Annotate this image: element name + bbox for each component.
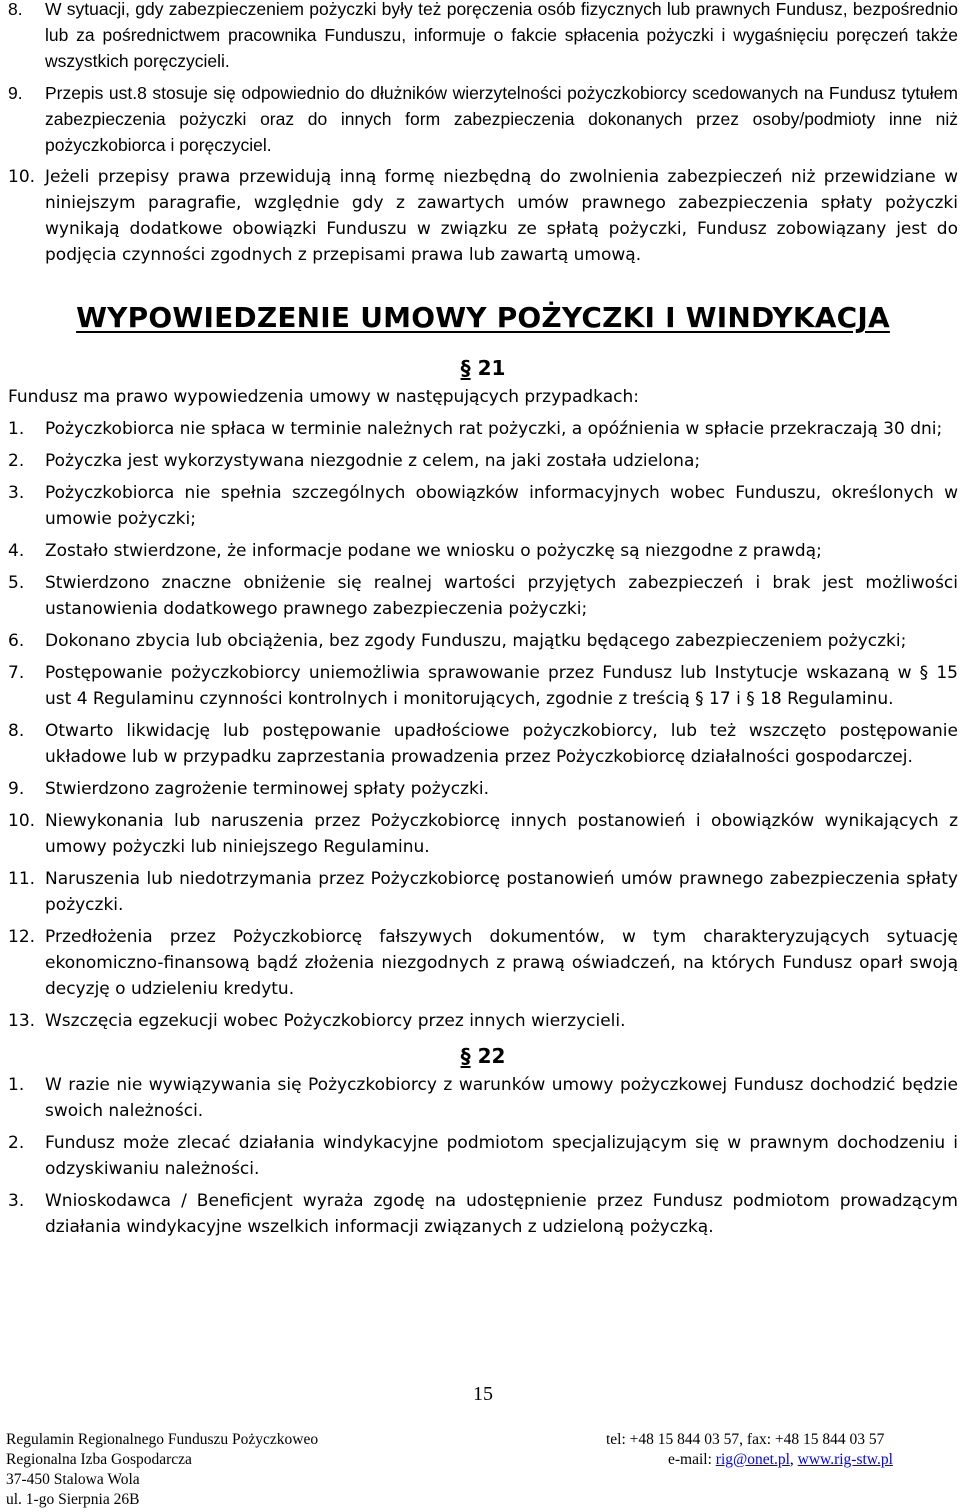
footer-address [6, 1430, 318, 1510]
section-symbol: § [460, 1044, 471, 1068]
email-label: e-mail: [668, 1451, 712, 1468]
list-item [8, 718, 958, 770]
item-number: 9. [8, 779, 25, 799]
item-number: 11. [8, 869, 36, 889]
item-number: 10. [8, 811, 36, 831]
item-text: Przedłożenia przez Pożyczkobiorcę fałszywych dokumentów, w tym charakteryzujących sytuację ekonomiczno-finansową bądź złożenia niezgodnych z prawą oświadczeń, na których Fundusz oparł swoją decyzję o udzieleniu kredytu. [45, 927, 958, 999]
list-item [8, 80, 958, 158]
item-text: Jeżeli przepisy prawa przewidują inną formę niezbędną do zwolnienia zabezpieczeń niż przewidziane w niniejszym paragrafie, względnie gdy z zawartych umów prawnego zabezpieczenia spłaty pożyczki wynikają dodatkowe obowiązki Funduszu w związku ze spłatą pożyczki, Fundusz zobowiązany jest do podjęcia czynności zgodnych z przepisami prawa lub zawartą umową. [45, 167, 958, 265]
item-text: Zostało stwierdzone, że informacje podane we wniosku o pożyczkę są niezgodne z prawdą; [45, 541, 822, 561]
document-body [8, 0, 958, 1246]
section-symbol: § [460, 356, 471, 380]
list-item [8, 808, 958, 860]
section-number: 21 [477, 356, 506, 380]
item-number: 2. [8, 1133, 25, 1153]
footer-line: 37-450 Stalowa Wola [6, 1471, 140, 1488]
item-text: Stwierdzono znaczne obniżenie się realnej wartości przyjętych zabezpieczeń i brak jest możliwości ustanowienia dodatkowego prawnego zabezpieczenia pożyczki; [45, 573, 958, 619]
list-item [8, 628, 958, 654]
list-item [8, 1130, 958, 1182]
item-number: 8. [8, 0, 23, 19]
list-item [8, 570, 958, 622]
item-text: Przepis ust.8 stosuje się odpowiednio do dłużników wierzytelności pożyczkobiorcy scedowanych na Fundusz tytułem zabezpieczenia pożyczki oraz do innych form zabezpieczenia dokonanych przez osoby/podmioty inne niż pożyczkobiorca i poręczyciel. [45, 83, 958, 155]
item-text: Dokonano zbycia lub obciążenia, bez zgody Funduszu, majątku będącego zabezpieczeniem pożyczki; [45, 631, 907, 651]
item-number: 3. [8, 483, 25, 503]
item-text: W razie nie wywiązywania się Pożyczkobiorcy z warunków umowy pożyczkowej Fundusz dochodzić będzie swoich należności. [45, 1075, 958, 1121]
item-number: 4. [8, 541, 25, 561]
item-text: Pożyczkobiorca nie spłaca w terminie należnych rat pożyczki, a opóźnienia w spłacie przekraczają 30 dni; [45, 419, 943, 439]
item-text: Postępowanie pożyczkobiorcy uniemożliwia sprawowanie przez Fundusz lub Instytucje wskazaną w § 15 ust 4 Regulaminu czynności kontrolnych i monitorujących, zgodnie z treścią § 17 i § 18 Regulaminu. [45, 663, 958, 709]
item-text: Pożyczkobiorca nie spełnia szczególnych obowiązków informacyjnych wobec Funduszu, określonych w umowie pożyczki; [45, 483, 958, 529]
list-item [8, 776, 958, 802]
item-number: 1. [8, 419, 25, 439]
intro-text: Fundusz ma prawo wypowiedzenia umowy w następujących przypadkach: [8, 387, 639, 407]
footer-email-line [606, 1450, 893, 1470]
footer-contact [606, 1430, 893, 1470]
item-number: 9. [8, 83, 23, 103]
item-number: 7. [8, 663, 25, 683]
section-top-list [8, 0, 958, 268]
item-text: Pożyczka jest wykorzystywana niezgodnie z celem, na jaki została udzielona; [45, 451, 701, 471]
list-item [8, 1188, 958, 1240]
list-item [8, 416, 958, 442]
item-number: 3. [8, 1191, 25, 1211]
paragraph-marker-21 [8, 352, 958, 384]
item-number: 5. [8, 573, 25, 593]
separator: , [789, 1451, 794, 1468]
list-item [8, 660, 958, 712]
footer-line: ul. 1-go Sierpnia 26B [6, 1491, 140, 1508]
list-22 [8, 1072, 958, 1240]
section-number: 22 [477, 1044, 506, 1068]
list-item [8, 448, 958, 474]
footer-phone: tel: +48 15 844 03 57, fax: +48 15 844 03 57 [606, 1431, 885, 1448]
item-number: 13. [8, 1011, 36, 1031]
list-item [8, 164, 958, 268]
item-number: 1. [8, 1075, 25, 1095]
item-number: 10. [8, 167, 36, 187]
list-item [8, 480, 958, 532]
list-item [8, 0, 958, 74]
page-number: 15 [473, 1383, 493, 1405]
footer-line: Regulamin Regionalnego Funduszu Pożyczkoweo [6, 1431, 319, 1448]
list-item [8, 1008, 958, 1034]
list-21 [8, 416, 958, 1034]
item-text: Stwierdzono zagrożenie terminowej spłaty pożyczki. [45, 779, 490, 799]
footer-line: Regionalna Izba Gospodarcza [6, 1451, 192, 1468]
list-item [8, 924, 958, 1002]
item-text: Niewykonania lub naruszenia przez Pożyczkobiorcę innych postanowień i obowiązków wynikających z umowy pożyczki lub niniejszego Regulaminu. [45, 811, 958, 857]
item-number: 12. [8, 927, 36, 947]
item-text: Naruszenia lub niedotrzymania przez Pożyczkobiorcę postanowień umów prawnego zabezpieczenia spłaty pożyczki. [45, 869, 958, 915]
section-heading: WYPOWIEDZENIE UMOWY POŻYCZKI I WINDYKACJA [76, 301, 890, 334]
paragraph-marker-22 [8, 1040, 958, 1072]
item-number: 8. [8, 721, 25, 741]
list-item [8, 1072, 958, 1124]
item-number: 6. [8, 631, 25, 651]
item-text: Fundusz może zlecać działania windykacyjne podmiotom specjalizującym się w prawnym dochodzeniu i odzyskiwaniu należności. [45, 1133, 958, 1179]
website-link[interactable]: www.rig-stw.pl [797, 1451, 893, 1468]
list-item [8, 866, 958, 918]
list-item [8, 538, 958, 564]
item-text: Wnioskodawca / Beneficjent wyraża zgodę na udostępnienie przez Fundusz podmiotom prowadzącym działania windykacyjne wszelkich informacji związanych z udzieloną pożyczką. [45, 1191, 958, 1237]
item-text: W sytuacji, gdy zabezpieczeniem pożyczki były też poręczenia osób fizycznych lub prawnych Fundusz, bezpośrednio lub za pośrednictwem pracownika Funduszu, informuje o fakcie spłacenia pożyczki i wygaśnięciu poręczeń także wszystkich poręczycieli. [45, 0, 958, 71]
item-text: Otwarto likwidację lub postępowanie upadłościowe pożyczkobiorcy, lub też wszczęto postępowanie układowe lub w przypadku zaprzestania prowadzenia przez Pożyczkobiorcę działalności gospodarczej. [45, 721, 958, 767]
email-link[interactable]: rig@onet.pl [715, 1451, 790, 1468]
item-text: Wszczęcia egzekucji wobec Pożyczkobiorcy przez innych wierzycieli. [45, 1011, 626, 1031]
item-number: 2. [8, 451, 25, 471]
